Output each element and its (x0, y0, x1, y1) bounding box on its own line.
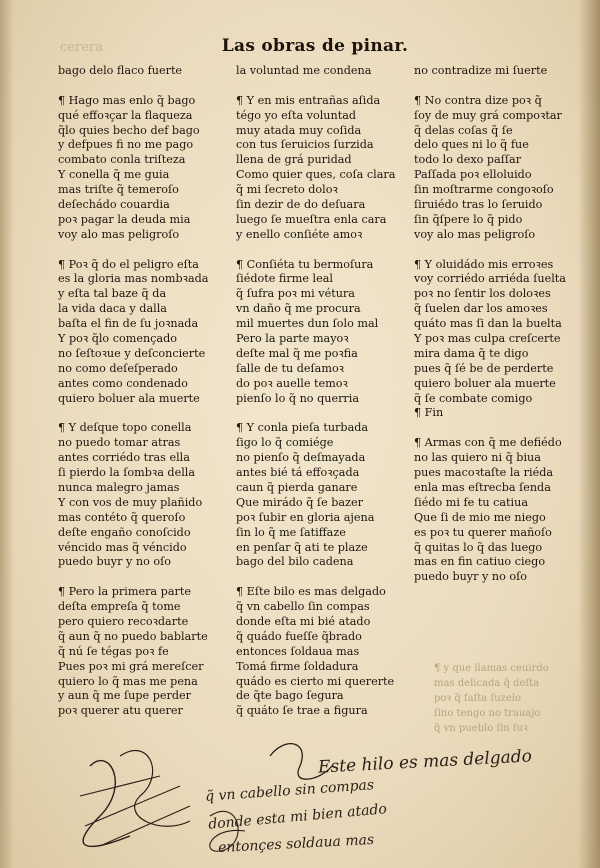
verse-line: ¶ Conſiéta tu bermoſura (236, 257, 374, 271)
verse-line: Y poꝛ mas culpa creſcerte (414, 332, 561, 346)
verse-line: Pues poꝛ mi grá mereſcer (58, 659, 204, 673)
verse-line: antes bié tá effoꝛçada (236, 466, 360, 480)
verse-line: q̃ ſufra poꝛ mi vétura (236, 287, 355, 301)
verse-line: no pienſo q̃ deſmayada (236, 451, 366, 465)
verse-line: deſta empreſa q̃ tome (58, 600, 181, 614)
verse-line: Paſſada poꝛ elloluido (414, 168, 532, 182)
verse-line: q̃ mi ſecreto doloꝛ (236, 183, 338, 197)
verse-line: antes corriédo tras ella (58, 451, 190, 465)
stanza (236, 258, 395, 407)
bleed-line: ſino tengo no trauajo (434, 707, 541, 719)
stanza (236, 421, 395, 570)
verse-line: poꝛ ſubir en gloria ajena (236, 510, 375, 524)
verse-line: deſechádo couardia (58, 198, 170, 212)
verse-line: baſta el fin de ſu joꝛnada (58, 317, 199, 331)
verse-line: q̃ ſuelen dar los amoꝛes (414, 302, 548, 316)
verse-line: ſin dezir de do deſuara (236, 198, 366, 212)
verse-line: no ſeſtoꝛue y deſconcierte (58, 346, 206, 360)
verse-line: y aun q̃ me ſupe perder (58, 689, 191, 703)
verse-line: q̃ quitas lo q̃ das luego (414, 540, 543, 554)
verse-line: ¶ Armas con q̃ me defiédo (414, 436, 562, 450)
verse-line: no puedo tomar atras (58, 436, 181, 450)
verse-line: q̃ delas coſas q̃ ſe (414, 123, 513, 137)
verse-line: ¶ Eſte bilo es mas delgado (236, 585, 386, 599)
verse-line: muy atada muy coſida (236, 123, 362, 137)
stanza (236, 585, 395, 719)
verse-line: quádo es cierto mi quererte (236, 674, 395, 688)
verse-line: do poꝛ auelle temoꝛ (236, 376, 348, 390)
verse-line: la vida daca y dalla (58, 302, 167, 316)
verse-line: con tus ſeruicios ſurzida (236, 138, 374, 152)
verse-line: ſiédo mi fe tu catiua (414, 495, 528, 509)
verse-line: es la gloria mas nombꝛada (58, 272, 209, 286)
verse-line: puedo buyr y no oſo (414, 570, 528, 584)
verse-line: pues q̃ ſé be de perderte (414, 361, 554, 375)
bleed-line: poꝛ q̃ faſta ſuzelo (434, 692, 521, 704)
verse-line: deſte engaño conoſcido (58, 525, 191, 539)
verse-line: q̃ vn cabello ſin compas (236, 600, 370, 614)
stanza (414, 64, 566, 79)
verse-line: ¶ No contra dize poꝛ q̃ (414, 93, 542, 107)
verse-line: poꝛ pagar la deuda mia (58, 212, 191, 226)
verse-line: quiero boluer ala muerte (414, 376, 556, 390)
stanza (58, 585, 208, 719)
handwritten-line-1: Este hilo es mas delgado (317, 746, 533, 778)
verse-line: no contradize mi ſuerte (414, 64, 548, 77)
stanza (414, 94, 566, 243)
verse-line: luego ſe mueſtra enla cara (236, 212, 387, 226)
verse-line: todo lo dexo paſſar (414, 153, 522, 167)
verse-line: pero quiero recoꝛdarte (58, 614, 189, 628)
stanza (414, 258, 566, 422)
verse-line: ſin lo q̃ me ſatiffaze (236, 525, 346, 539)
verse-line: enla mas eſtrecba ſenda (414, 480, 551, 494)
stanza (58, 64, 208, 79)
verse-line: ¶ Y oluidádo mis erroꝛes (414, 257, 554, 271)
verse-line: de q̃te bago ſegura (236, 689, 344, 703)
verse-line: quiero boluer ala muerte (58, 391, 200, 405)
column-1 (58, 64, 208, 734)
verse-line: ¶ Poꝛ q̃ do el peligro eſta (58, 257, 199, 271)
verse-line: q̃ nú ſe tégas poꝛ fe (58, 644, 169, 658)
stanza (414, 436, 566, 585)
verse-line: caun q̃ pierda ganare (236, 480, 358, 494)
verse-line: q̃lo quies becho def bago (58, 123, 200, 137)
verse-line: ſiédote firme leal (236, 272, 333, 286)
stanza (58, 94, 208, 243)
verse-line: mas triſte q̃ temeroſo (58, 183, 179, 197)
handwritten-line-2: q̃ vn cabello sin compas (204, 777, 375, 805)
verse-line: ſoy de muy grá compoꝛtar (414, 108, 562, 122)
handwritten-line-4: entonçes soldaua mas (217, 831, 375, 857)
verse-line: ſin moſtrarme congoꝛoſo (414, 183, 554, 197)
verse-line: es poꝛ tu querer mañoſo (414, 525, 552, 539)
verse-line: bago del bilo cadena (236, 555, 354, 569)
verse-line: delo ques ni lo q̃ fue (414, 138, 529, 152)
bleed-line: q̃ vn pueblo ſin ſuꝛ (434, 722, 528, 734)
gutter-shadow (0, 0, 14, 868)
verse-line: quiero lo q̃ mas me pena (58, 674, 198, 688)
verse-line: y enello conſiéte amoꝛ (236, 227, 363, 241)
verse-line: q̃ quádo fueſſe q̃brado (236, 629, 362, 643)
verse-line: ¶ Hago mas enlo q̃ bago (58, 93, 196, 107)
verse-line: poꝛ no ſentir los doloꝛes (414, 287, 551, 301)
stanza (236, 64, 395, 79)
verse-line: bago delo flaco fuerte (58, 64, 183, 77)
column-3 (414, 64, 566, 600)
verse-line: q̃ ſe combate comigo (414, 391, 533, 405)
verse-line: ¶ Y conla pieſa turbada (236, 421, 369, 435)
verse-line: Pero la parte mayoꝛ (236, 332, 349, 346)
verse-line: Y conella q̃ me guia (58, 168, 170, 182)
verse-line: mas contéto q̃ queroſo (58, 510, 186, 524)
verse-line: no las quiero ni q̃ biua (414, 451, 541, 465)
verse-line: puedo buyr y no oſo (58, 555, 172, 569)
verse-line: voy alo mas peligroſo (414, 227, 536, 241)
verse-line: y eſta tal baze q̃ da (58, 287, 167, 301)
verse-line: pienſo lo q̃ no querria (236, 391, 360, 405)
verse-line: deſte mal q̃ me poꝛfia (236, 346, 358, 360)
verse-line: mas en fin catiuo ciego (414, 555, 546, 569)
verse-line: Y poꝛ q̃lo començado (58, 332, 177, 346)
verse-line: y defpues fi no me pago (58, 138, 194, 152)
verse-line: nunca malegro jamas (58, 480, 180, 494)
verse-line: qué effoꝛçar la flaqueza (58, 108, 193, 122)
handwritten-line-3: donde esta mi bien atado (207, 801, 388, 833)
verse-line: ſigo lo q̃ comiége (236, 436, 334, 450)
column-2 (236, 64, 395, 734)
verse-line: pues macoꝛtaſte la riéda (414, 466, 554, 480)
verse-line: llena de grá puridad (236, 153, 352, 167)
stanza (58, 258, 208, 407)
verse-line: no como deſeſperado (58, 361, 178, 375)
verse-line: q̃ quáto ſe trae a figura (236, 704, 368, 718)
verse-line: ¶ Y en mis entrañas aſida (236, 93, 381, 107)
verse-line: antes como condenado (58, 376, 188, 390)
verse-line: ¶ Pero la primera parte (58, 585, 191, 599)
verse-line: ſalle de tu deſamoꝛ (236, 361, 344, 375)
stanza (236, 94, 395, 243)
verse-line: entonces ſoldaua mas (236, 644, 360, 658)
verse-line: en penſar q̃ ati te plaze (236, 540, 368, 554)
verse-line: ¶ Y deſque topo conella (58, 421, 192, 435)
verse-line: ſi pierdo la ſombꝛa della (58, 466, 196, 480)
running-title: Las obras de pinar. (221, 36, 409, 56)
verse-line: voy corriédo arriéda ſuelta (414, 272, 566, 286)
verse-line: ſiruiédo tras lo ſeruido (414, 198, 543, 212)
verse-line: ſin q̃ſpere lo q̃ pido (414, 212, 523, 226)
stanza (58, 421, 208, 570)
verse-line: poꝛ querer atu querer (58, 704, 183, 718)
verse-line: la voluntad me condena (236, 64, 372, 77)
verse-line: q̃ aun q̃ no puedo bablarte (58, 629, 208, 643)
verse-line: donde eſta mi bié atado (236, 614, 371, 628)
verse-line: tégo yo eſta voluntad (236, 108, 357, 122)
bleed-through-heading: cerera (60, 40, 103, 55)
verse-line: vn daño q̃ me procura (236, 302, 361, 316)
verse-line: mil muertes dun ſolo mal (236, 317, 379, 331)
verse-line: mira dama q̃ te digo (414, 346, 529, 360)
verse-line: quáto mas ſi dan la buelta (414, 317, 562, 331)
verse-line: Que ſi de mio me niego (414, 510, 546, 524)
verse-line: voy alo mas peligroſo (58, 227, 180, 241)
bleed-line: mas delicada q̃ deſta (434, 677, 540, 689)
verse-line: combato conla triſteza (58, 153, 186, 167)
verse-line: Y con vos de muy plañido (58, 495, 203, 509)
verse-line: véncido mas q̃ véncido (58, 540, 187, 554)
bleed-line: ¶ y que llamas ceuirdo (434, 663, 549, 674)
verse-line: ¶ Fin (414, 406, 444, 420)
verse-line: Tomá firme ſoldadura (236, 659, 359, 673)
verse-line: Que mirádo q̃ ſe bazer (236, 495, 363, 509)
verse-line: Como quier ques, coſa clara (236, 168, 396, 182)
